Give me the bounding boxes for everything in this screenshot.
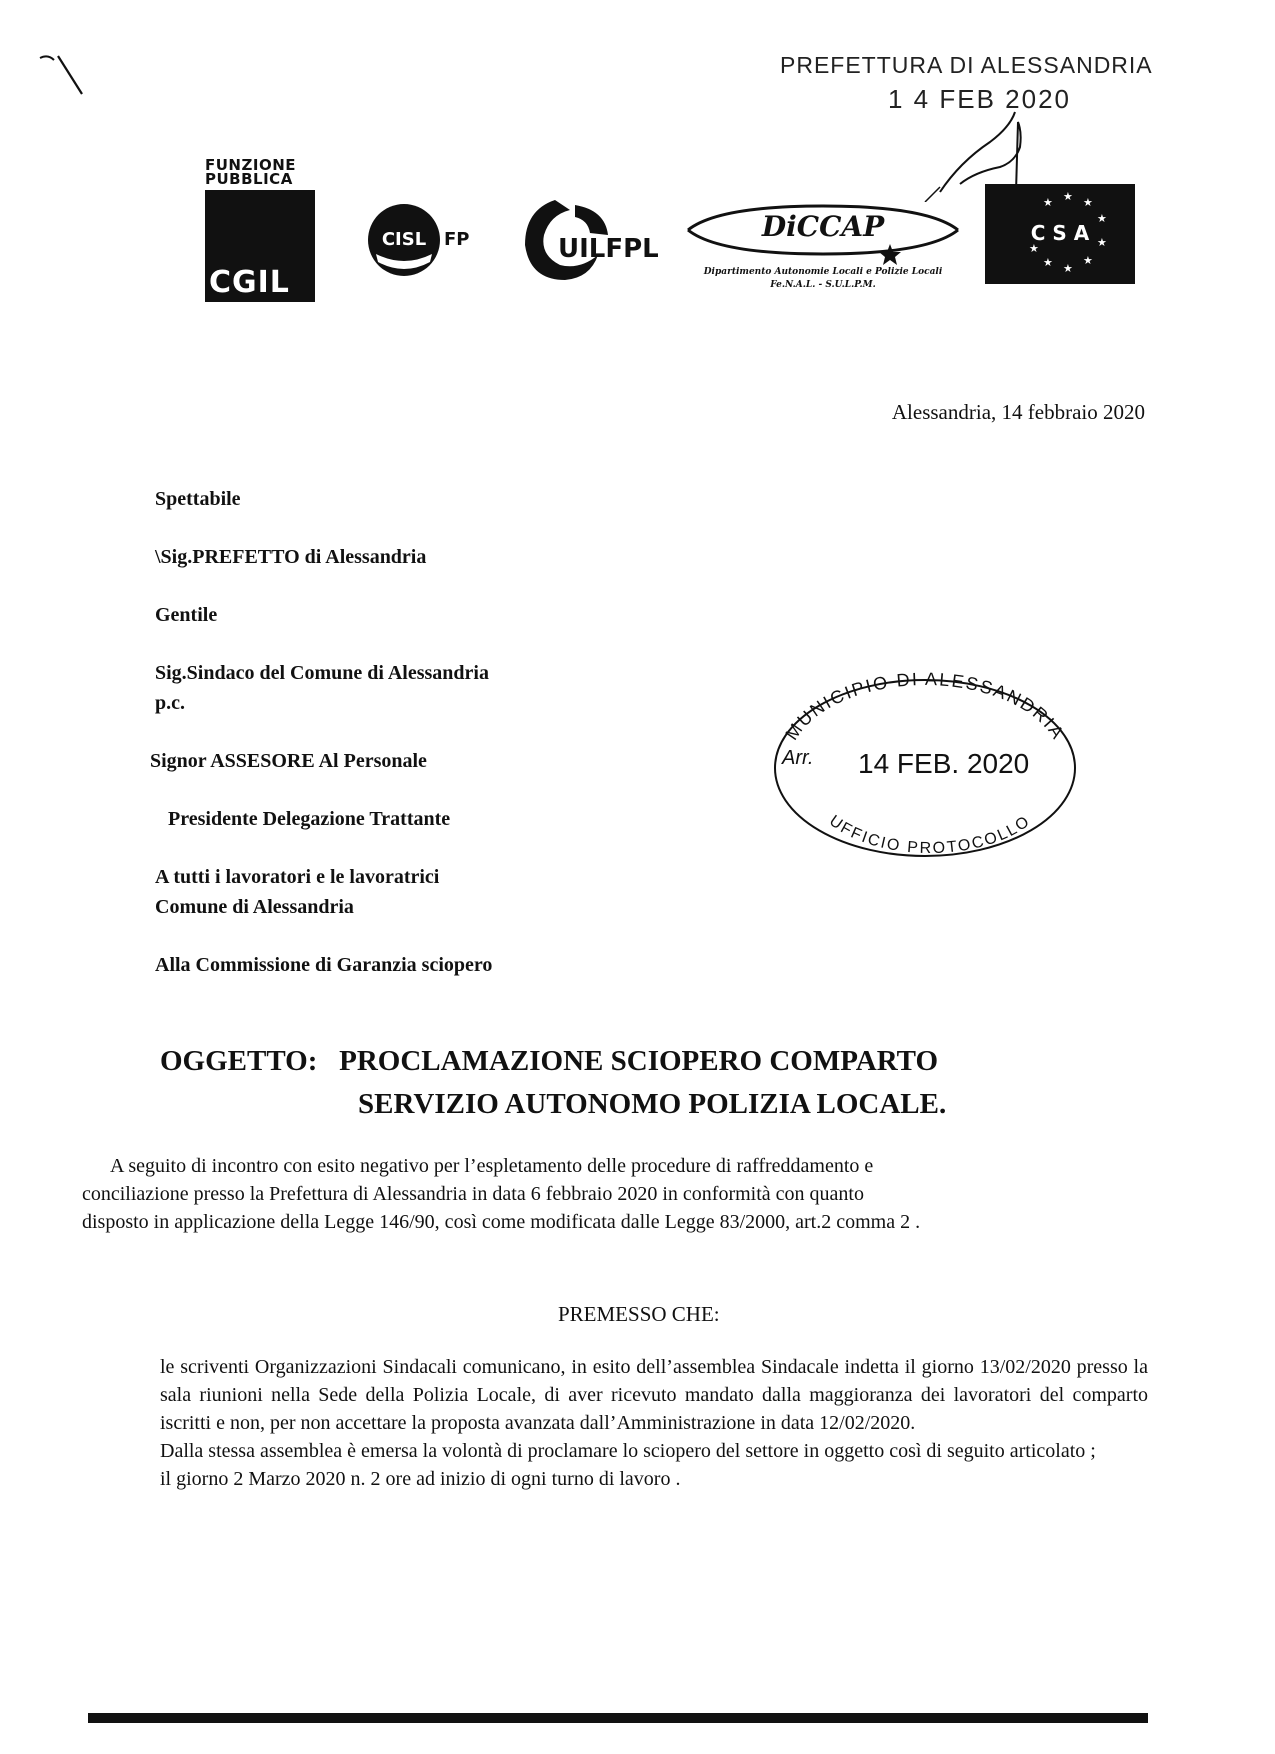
prefettura-stamp-date: 1 4 FEB 2020 (888, 84, 1071, 114)
diccap-sub-2: Fe.N.A.L. - S.U.L.P.M. (770, 280, 876, 290)
subject-title-2: SERVIZIO AUTONOMO POLIZIA LOCALE. (358, 1088, 947, 1120)
footer-rule (88, 1713, 1148, 1723)
body-paragraph-1: le scriventi Organizzazioni Sindacali comunicano, in esito dell’assemblea Sindacale indetta il giorno 13/02/2020 presso la sala riunioni nella Sede della Polizia Locale, di aver ricevuto mandato dalla maggioranza dei lavoratori del comparto iscritti e non, per non accettare la proposta avanzata dall’Amministrazione in data 12/02/2020. (160, 1356, 1148, 1434)
svg-text:★: ★ (1083, 196, 1093, 209)
addressee-line-5: p.c. (155, 692, 185, 714)
addressee-line-1: Spettabile (155, 488, 241, 510)
addressee-line-7: Presidente Delegazione Trattante (168, 808, 451, 830)
uil-fpl-logo (520, 195, 665, 285)
csa-logo (985, 184, 1135, 284)
addressee-line-4: Sig.Sindaco del Comune di Alessandria (155, 662, 489, 684)
body-section (160, 1353, 1148, 1493)
fp-cgil-title-2: PUBBLICA (205, 170, 293, 188)
addressee-line-3: Gentile (155, 604, 218, 626)
diccap-sub-1: Dipartimento Autonomie Locali e Polizie Locali (703, 267, 943, 277)
letter-date: Alessandria, 14 febbraio 2020 (891, 400, 1145, 424)
csa-emblem (985, 184, 1135, 284)
svg-text:★: ★ (1043, 256, 1053, 269)
body-paragraph-2: Dalla stessa assemblea è emersa la volontà di proclamare lo sciopero del settore in oggetto così di seguito articolato ; (160, 1440, 1096, 1462)
premesso-heading: PREMESSO CHE: (558, 1302, 720, 1326)
cisl-suffix-text: FP (444, 229, 470, 250)
subject-line-1 (160, 1045, 938, 1078)
diccap-name: DiCCAP (761, 210, 885, 243)
intro-line-3: disposto in applicazione della Legge 146/90, così come modificata dalle Legge 83/2000, art.2 comma 2 . (82, 1211, 921, 1233)
fp-cgil-logo (205, 158, 315, 308)
handwritten-mark (38, 50, 88, 100)
svg-text:★: ★ (1083, 254, 1093, 267)
fp-cgil-title-1: FUNZIONE (205, 156, 296, 174)
svg-text:★: ★ (1029, 242, 1039, 255)
subject-label: OGGETTO: (160, 1045, 318, 1077)
addressee-line-2: \Sig.PREFETTO di Alessandria (155, 546, 427, 568)
diccap-logo (678, 196, 968, 296)
comune-stamp-graphic (760, 668, 1090, 868)
comune-stamp-bottom: UFFICIO PROTOCOLLO (826, 812, 1034, 858)
uil-text: UILFPL (558, 234, 659, 264)
csa-text: C S A (1030, 221, 1090, 245)
intro-line-2: conciliazione presso la Prefettura di Alessandria in data 6 febbraio 2020 in conformità con quanto (82, 1183, 864, 1205)
cisl-badge-text: CISL (381, 229, 427, 250)
prefettura-stamp-title: PREFETTURA DI ALESSANDRIA (780, 52, 1153, 78)
fp-cgil-box-text: CGIL (209, 265, 290, 300)
svg-text:★: ★ (1097, 236, 1107, 249)
addressee-line-10: Alla Commissione di Garanzia sciopero (155, 954, 493, 976)
intro-paragraph (82, 1152, 1162, 1236)
diccap-emblem (678, 196, 968, 296)
fp-cgil-box (205, 190, 315, 302)
comune-stamp-arr: Arr. (782, 747, 814, 769)
svg-text:★: ★ (1063, 190, 1073, 203)
addressee-line-8: A tutti i lavoratori e le lavoratrici (155, 866, 440, 888)
cisl-fp-logo (366, 198, 486, 288)
svg-text:★: ★ (1043, 196, 1053, 209)
svg-text:★: ★ (1063, 262, 1073, 275)
intro-line-1: A seguito di incontro con esito negativo per l’espletamento delle procedure di raffreddamento e (110, 1155, 874, 1177)
addressee-line-9: Comune di Alessandria (155, 896, 354, 918)
comune-stamp-top: MUNICIPIO DI ALESSANDRIA (781, 668, 1069, 744)
comune-stamp-date: 14 FEB. 2020 (858, 748, 1030, 779)
prefettura-received-stamp (780, 52, 1153, 172)
comune-protocol-stamp (760, 668, 1090, 868)
svg-text:★: ★ (1097, 212, 1107, 225)
body-paragraph-3: il giorno 2 Marzo 2020 n. 2 ore ad inizio di ogni turno di lavoro . (160, 1468, 681, 1490)
addressee-line-6: Signor ASSESORE Al Personale (150, 750, 427, 772)
subject-title-1: PROCLAMAZIONE SCIOPERO COMPARTO (339, 1045, 939, 1077)
